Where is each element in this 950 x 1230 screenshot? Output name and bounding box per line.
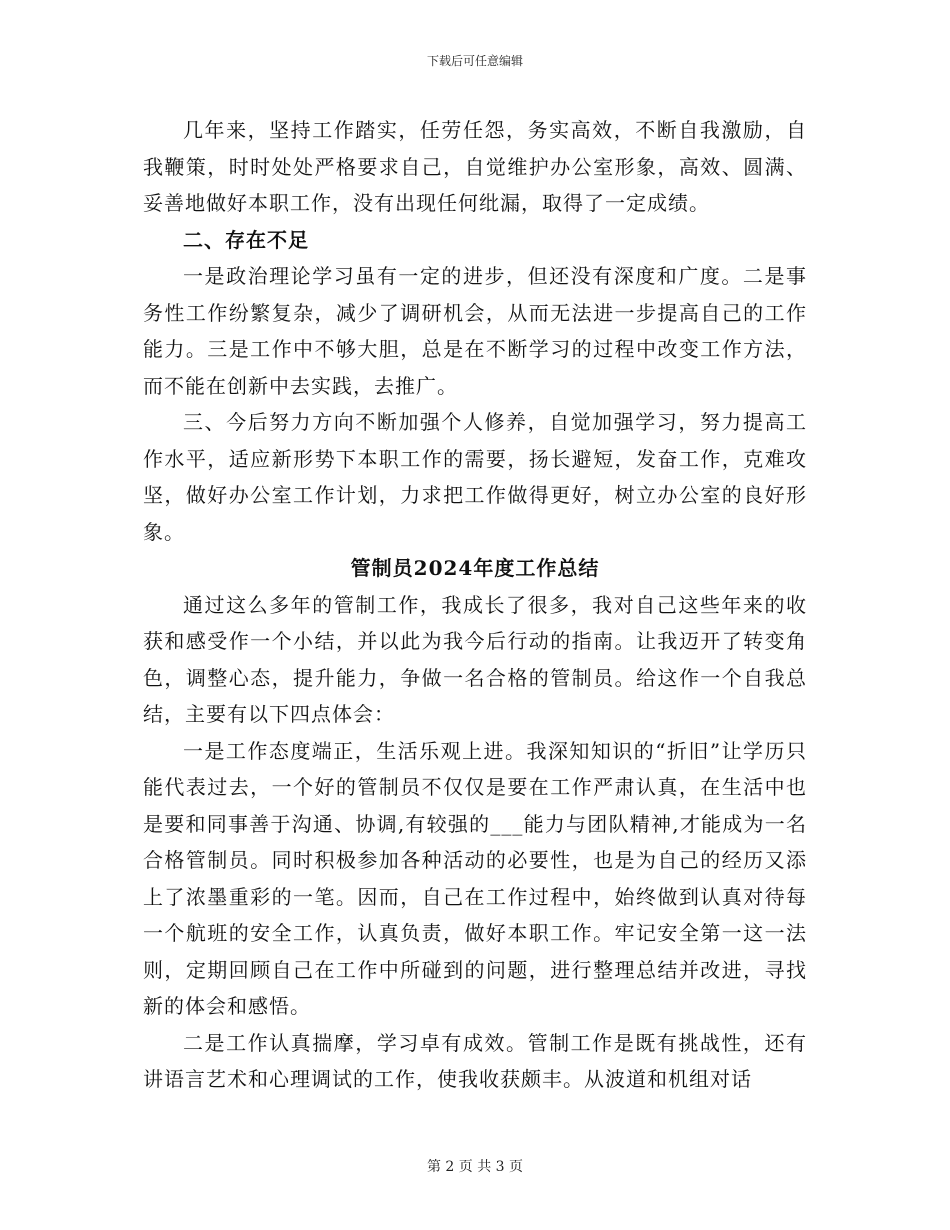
paragraph-shortcomings: 一是政治理论学习虽有一定的进步，但还没有深度和广度。二是事务性工作纷繁复杂，减少了调研机会，从而无法进一步提高自己的工作能力。三是工作中不够大胆，总是在不断学习的过程中改变工作方法，而不能在创新中去实践，去推广。 (143, 264, 807, 398)
document-title: 管制员2024年度工作总结 (350, 556, 600, 580)
paragraph-point-two: 二是工作认真揣摩，学习卓有成效。管制工作是既有挑战性，还有讲语言艺术和心理调试的工作，使我收获颇丰。从波道和机组对话 (143, 1030, 807, 1091)
paragraph-future-direction: 三、今后努力方向不断加强个人修养，自觉加强学习，努力提高工作水平，适应新形势下本职工作的需要，扬长避短，发奋工作，克难攻坚，做好办公室工作计划，力求把工作做得更好，树立办公室的良好形象。 (143, 410, 807, 544)
paragraph-summary: 几年来，坚持工作踏实，任劳任怨，务实高效，不断自我激励，自我鞭策，时时处处严格要求自己，自觉维护办公室形象，高效、圆满、妥善地做好本职工作，没有出现任何纰漏，取得了一定成绩。 (143, 118, 807, 215)
paragraph-point-one: 一是工作态度端正，生活乐观上进。我深知知识的“折旧”让学历只能代表过去，一个好的管制员不仅仅是要在工作严肃认真，在生活中也是要和同事善于沟通、协调,有较强的___能力与团队精神,才能成为一名合格管制员。同时积极参加各种活动的必要性，也是为自己的经历又添上了浓墨重彩的一笔。因而，自己在工作过程中，始终做到认真对待每一个航班的安全工作，认真负责，做好本职工作。牢记安全第一这一法则，定期回顾自己在工作中所碰到的问题，进行整理总结并改进，寻找新的体会和感悟。 (143, 738, 807, 1018)
section-heading-shortcomings: 二、存在不足 (183, 227, 309, 252)
page-header: 下载后可任意编辑 (426, 54, 523, 68)
paragraph-intro: 通过这么多年的管制工作，我成长了很多，我对自己这些年来的收获和感受作一个小结，并以此为我今后行动的指南。让我迈开了转变角色，调整心态，提升能力，争做一名合格的管制员。给这作一个自我总结，主要有以下四点体会： (143, 592, 807, 726)
page-number: 第 2 页 共 3 页 (426, 1159, 524, 1175)
document-body (143, 112, 807, 1098)
